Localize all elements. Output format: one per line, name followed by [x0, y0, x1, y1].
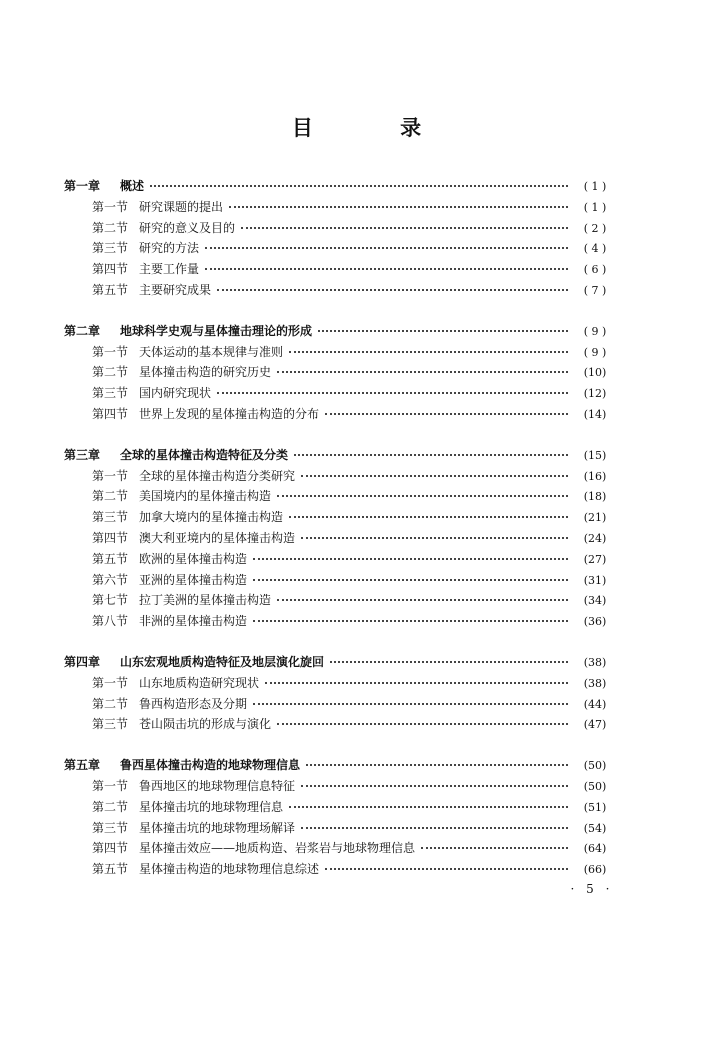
section-number: 第五节	[92, 551, 129, 566]
section-title: 研究的方法	[139, 241, 200, 256]
chapter-title: 概述	[120, 179, 145, 193]
table-of-contents	[64, 176, 616, 900]
section-entry[interactable]	[64, 859, 616, 880]
dot-leader	[205, 256, 568, 270]
page-number: (24)	[583, 531, 607, 545]
dot-leader	[301, 463, 568, 477]
section-title: 星体撞击效应——地质构造、岩浆岩与地球物理信息	[139, 841, 416, 856]
page-number: (18)	[583, 490, 607, 504]
section-entry[interactable]	[64, 714, 616, 735]
chapter-3	[64, 445, 616, 632]
section-entry[interactable]	[64, 611, 616, 632]
dot-leader	[301, 773, 568, 787]
section-number: 第二节	[92, 220, 129, 235]
page-number: (54)	[583, 821, 607, 835]
dot-leader	[217, 380, 568, 394]
dot-leader	[241, 215, 568, 229]
chapter-number: 第五章	[64, 758, 101, 773]
section-number: 第七节	[92, 593, 129, 608]
page-number: ( 9 )	[583, 345, 607, 359]
section-title: 世界上发现的星体撞击构造的分布	[139, 406, 320, 421]
dot-leader	[306, 752, 568, 766]
page-number: ( 9 )	[583, 324, 607, 338]
page-number: (10)	[583, 366, 607, 380]
section-entry[interactable]	[64, 404, 616, 425]
dot-leader	[277, 359, 568, 373]
chapter-title: 全球的星体撞击构造特征及分类	[120, 447, 289, 462]
section-title: 研究课题的提出	[139, 199, 224, 214]
section-title: 鲁西构造形态及分期	[139, 696, 248, 711]
dot-leader	[253, 567, 568, 581]
chapter-title: 地球科学史观与星体撞击理论的形成	[120, 323, 313, 338]
chapter-4	[64, 652, 616, 735]
section-number: 第二节	[92, 696, 129, 711]
dot-leader	[294, 442, 568, 456]
section-number: 第四节	[92, 406, 129, 421]
page-number: (50)	[583, 779, 607, 793]
chapter-5	[64, 755, 616, 880]
page-number: ( 2 )	[583, 221, 607, 235]
section-title: 星体撞击坑的地球物理信息	[139, 799, 284, 814]
section-title: 澳大利亚境内的星体撞击构造	[139, 530, 296, 545]
page-folio: · 5 ·	[570, 882, 614, 896]
section-title: 鲁西地区的地球物理信息特征	[139, 778, 296, 793]
section-title: 星体撞击构造的地球物理信息综述	[139, 862, 320, 877]
dot-leader	[289, 794, 568, 808]
section-title: 亚洲的星体撞击构造	[139, 572, 248, 587]
section-title: 拉丁美洲的星体撞击构造	[139, 593, 272, 608]
page-number: (51)	[583, 800, 607, 814]
section-number: 第八节	[92, 614, 129, 629]
dot-leader	[277, 587, 568, 601]
dot-leader	[265, 670, 568, 684]
chapter-number: 第三章	[64, 447, 101, 462]
section-number: 第三节	[92, 241, 129, 256]
section-entry[interactable]	[64, 280, 616, 301]
page-number: (38)	[583, 655, 607, 669]
dot-leader	[289, 504, 568, 518]
section-number: 第一节	[92, 344, 129, 359]
page-number: (21)	[583, 511, 607, 525]
section-title: 星体撞击坑的地球物理场解译	[139, 820, 296, 835]
page-number: (66)	[583, 863, 607, 877]
page-number: (12)	[583, 387, 607, 401]
section-number: 第四节	[92, 841, 129, 856]
page-number: (31)	[583, 573, 607, 587]
section-title: 研究的意义及目的	[139, 220, 236, 235]
page-number: ( 1 )	[583, 200, 607, 214]
chapter-title: 山东宏观地质构造特征及地层演化旋回	[120, 654, 325, 669]
page-number: (27)	[583, 552, 607, 566]
section-title: 天体运动的基本规律与准则	[139, 344, 284, 359]
dot-leader	[253, 691, 568, 705]
page-number: ( 7 )	[583, 283, 607, 297]
section-number: 第一节	[92, 468, 129, 483]
dot-leader	[277, 711, 568, 725]
page-number: (14)	[583, 407, 607, 421]
dot-leader	[150, 173, 568, 187]
section-number: 第三节	[92, 820, 129, 835]
section-number: 第三节	[92, 386, 129, 401]
dot-leader	[229, 194, 568, 208]
section-number: 第一节	[92, 778, 129, 793]
dot-leader	[205, 235, 568, 249]
dot-leader	[421, 835, 568, 849]
page-number: (47)	[583, 718, 607, 732]
section-title: 非洲的星体撞击构造	[139, 614, 248, 629]
section-title: 加拿大境内的星体撞击构造	[139, 510, 284, 525]
section-title: 美国境内的星体撞击构造	[139, 489, 272, 504]
page-number: (44)	[583, 697, 607, 711]
dot-leader	[253, 608, 568, 622]
section-number: 第五节	[92, 282, 129, 297]
section-title: 山东地质构造研究现状	[139, 675, 260, 690]
section-number: 第三节	[92, 717, 129, 732]
dot-leader	[325, 856, 568, 870]
section-number: 第一节	[92, 199, 129, 214]
page-number: (38)	[583, 676, 607, 690]
dot-leader	[330, 649, 568, 663]
dot-leader	[301, 815, 568, 829]
page-number: (36)	[583, 615, 607, 629]
section-title: 欧洲的星体撞击构造	[139, 551, 248, 566]
section-title: 苍山陨击坑的形成与演化	[139, 717, 272, 732]
dot-leader	[325, 401, 568, 415]
section-title: 星体撞击构造的研究历史	[139, 365, 272, 380]
chapter-title: 鲁西星体撞击构造的地球物理信息	[120, 758, 301, 773]
chapter-number: 第一章	[64, 179, 101, 193]
section-title: 国内研究现状	[139, 386, 212, 401]
page-number: ( 1 )	[583, 180, 607, 193]
section-number: 第二节	[92, 799, 129, 814]
dot-leader	[253, 546, 568, 560]
page-number: ( 6 )	[583, 263, 607, 277]
dot-leader	[217, 277, 568, 291]
page-number: (64)	[583, 842, 607, 856]
dot-leader	[277, 483, 568, 497]
dot-leader	[289, 339, 568, 353]
section-title: 全球的星体撞击构造分类研究	[139, 468, 296, 483]
page-number: ( 4 )	[583, 242, 607, 256]
section-title: 主要工作量	[139, 262, 200, 277]
page-number: (34)	[583, 594, 607, 608]
section-number: 第一节	[92, 675, 129, 690]
section-number: 第六节	[92, 572, 129, 587]
page-number: (15)	[583, 448, 607, 462]
section-number: 第二节	[92, 489, 129, 504]
chapter-1	[64, 176, 616, 301]
section-number: 第四节	[92, 262, 129, 277]
section-title: 主要研究成果	[139, 282, 212, 297]
chapter-number: 第四章	[64, 654, 101, 669]
chapter-2	[64, 321, 616, 425]
page-number: (16)	[583, 469, 607, 483]
dot-leader	[318, 318, 568, 332]
section-number: 第五节	[92, 862, 129, 877]
page-number: (50)	[583, 759, 607, 773]
page-title: 目 录	[291, 116, 462, 140]
dot-leader	[301, 525, 568, 539]
chapter-number: 第二章	[64, 323, 101, 338]
section-number: 第四节	[92, 530, 129, 545]
section-number: 第二节	[92, 365, 129, 380]
section-number: 第三节	[92, 510, 129, 525]
